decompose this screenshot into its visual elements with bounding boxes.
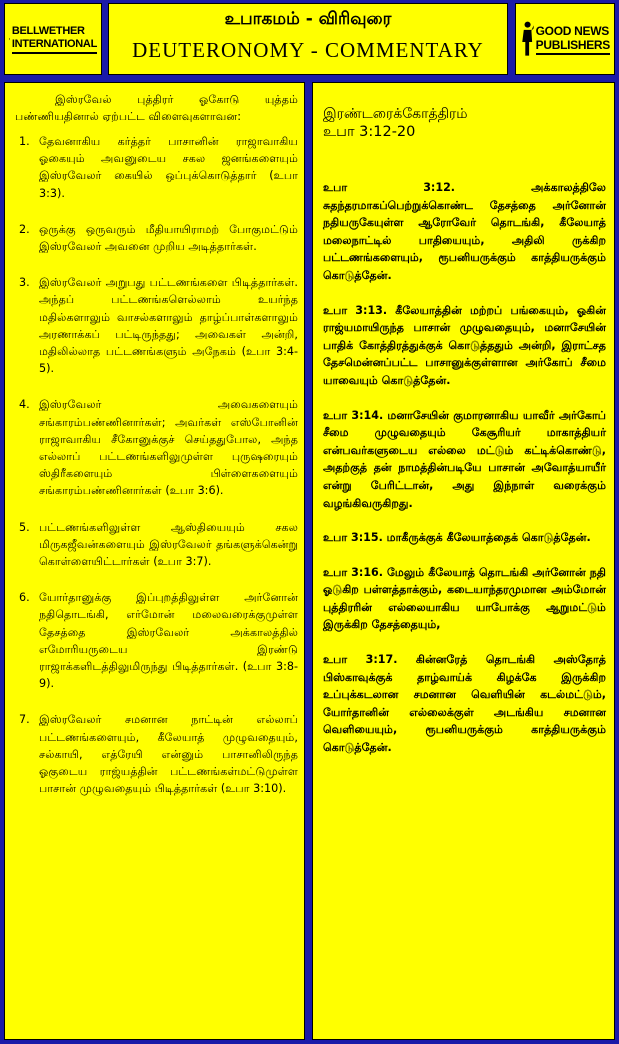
list-item (15, 274, 298, 377)
page-title-english: DEUTERONOMY - COMMENTARY (132, 38, 484, 62)
bellwether-logo-line2: INTERNATIONAL (11, 37, 97, 50)
bellwether-logo-line1: BELLWETHER (11, 24, 85, 37)
verse-paragraph: உபா 3:12. அக்காலத்திலே சுதந்தரமாகப்பெற்றுக்கொண்ட தேசத்தை அர்னோன் நதியருகேயுள்ள ஆரோவேர் தொடங்கி, கீலேயாத் மலைநாட்டில் பாதியையும், அதிலி ருக்கிற பட்டணங்களையும், ரூபனியருக்கும் காத்தியருக்கும் கொடுத்தேன். (323, 181, 606, 282)
title-banner (108, 3, 508, 75)
list-item-text: இஸ்ரவேலர் அறுபது பட்டணங்களை பிடித்தார்கள். அந்தப் பட்டணங்களெல்லாம் உயர்ந்த மதில்களாலும் வாசல்களாலும் தாழ்ப்பாள்களாலும் அரணாக்கப் பட்டிருந்தது; அவைகள் அன்றி, மதிலில்லாத பட்டணங்களும் அநேகம் (உபா 3:4-5). (39, 276, 298, 376)
good-news-logo-line2: PUBLISHERS (535, 37, 610, 52)
list-item (15, 519, 298, 571)
list-item-text: இஸ்ரவேலர் அவைகளையும் சங்காரம்பண்ணினார்கள்; அவர்கள் எஸ்போனின் ராஜாவாகிய சீகோனுக்குச் செய்ததுபோல, அந்த எல்லாப் பட்டணங்களிலுமுள்ள புருஷரையும் ஸ்திரீகளையும் பிள்ளைகளையும் சங்காரம்பண்ணினார்கள் (உபா 3:6). (39, 398, 298, 498)
list-item-text: யோர்தானுக்கு இப்புறத்திலுள்ள அர்னோன் நதிதொடங்கி, எர்மோன் மலைவரைக்குமுள்ள தேசத்தை இஸ்ரவேலர் அக்காலத்தில் எமோரியருடைய இரண்டு ராஜாக்களிடத்திலுமிருந்து பிடித்தார்கள். (உபா 3:8-9). (39, 591, 298, 691)
good-news-logo-text (536, 24, 610, 55)
bellwether-logo (4, 3, 102, 75)
page-title-tamil: உபாகமம் - விரிவுரை (224, 9, 392, 29)
list-item-text: பட்டணங்களிலுள்ள ஆஸ்தியையும் சகல மிருகஜீவன்களையும் இஸ்ரவேலர் தங்களுக்கென்று கொள்ளையிட்டார்கள் (உபா 3:7). (39, 520, 298, 569)
verse-paragraph: உபா 3:17. கின்னரேத் தொடங்கி அஸ்தோத் பிஸ்காவுக்குக் தாழ்வாய்க் கிழக்கே இருக்கிற உப்புக்கடலான சமனான வெளியின் கடல்மட்டும், யோர்தானின் எல்லைக்குள் அடங்கிய சமனான வெளியையும், ரூபனியருக்கும் காத்தியருக்கும் கொடுத்தேன். (323, 653, 606, 755)
list-item (15, 133, 298, 202)
list-item (15, 396, 298, 499)
points-list (15, 133, 298, 798)
list-item-text: ஒருக்கு ஒருவரும் மீதியாயிராமற் போகுமட்டும் இஸ்ரவேலர் அவனை முறிய அடித்தார்கள். (39, 222, 298, 254)
list-item (15, 711, 298, 797)
verse-paragraph: உபா 3:13. கீலேயாத்தின் மற்றப் பங்கையும், ஓகின் ராஜ்யமாயிருந்த பாசான் முழுவதையும், மனாசேயின் பாதிக் கோத்திரத்துக்குக் கொடுத்ததும் அன்றி, இராட்சத தேசமென்னப்பட்ட பாசானுக்குள்ளான அர்கோப் சீமை யாவையும் கொடுத்தேன். (323, 303, 606, 387)
intro-paragraph: இஸ்ரவேல் புத்திரர் ஓகோடு யுத்தம் பண்ணியதினால் ஏற்பட்ட விளைவுகளாவன: (15, 93, 298, 123)
list-item-number: 7. (19, 713, 30, 727)
bellwether-logo-text (12, 25, 97, 54)
bellwether-figure-icon (9, 15, 10, 63)
good-news-figure-icon (520, 15, 534, 63)
left-column (4, 82, 305, 1040)
verse-paragraph: உபா 3:14. மனாசேயின் குமாரனாகிய யாவீர் அர்கோப் சீமை முழுவதையும் கேசூரியர் மாகாத்தியர் என்பவர்களுடைய எல்லை மட்டும் கட்டிக்கொண்டு, அதற்குத் தன் நாமத்தின்படியே பாசான் அவோத்யாயீர் என்று பேரிட்டான், அது இந்நாள் வரைக்கும் வழங்கிவருகிறது. (323, 408, 606, 510)
list-item-number: 3. (19, 276, 30, 290)
list-item-number: 4. (19, 398, 30, 412)
verse-paragraph: உபா 3:16. மேலும் கீலேயாத் தொடங்கி அர்னோன் நதி ஓடுகிற பள்ளத்தாக்கும், கடையாந்தரமுமான அம்மோன் புத்திரரின் எல்லையாகிய யாபோக்கு ஆறுமட்டும் இருக்கிற தேசத்தையும், (323, 565, 606, 632)
section-reference: உபா 3:12-20 (323, 124, 416, 140)
list-item-number: 1. (19, 135, 30, 148)
good-news-logo-line1: GOOD NEWS (535, 23, 609, 38)
right-column (312, 82, 615, 1040)
section-heading: இரண்டரைக்கோத்திரம் (323, 106, 468, 122)
good-news-logo (515, 3, 615, 75)
list-item (15, 221, 298, 255)
list-item-number: 2. (19, 222, 30, 236)
list-item-number: 6. (19, 591, 30, 605)
list-item-number: 5. (19, 520, 30, 534)
list-item-text: இஸ்ரவேலர் சமனான நாட்டின் எல்லாப் பட்டணங்களையும், கீலேயாத் முழுவதையும், சல்காயி, எத்ரேயி என்னும் பாசானிலிருந்த ஓகுடைய ராஜ்யத்தின் பட்டணங்கள்மட்டுமுள்ள பாசான் முழுவதையும் பிடித்தார்கள் (உபா 3:10). (39, 713, 298, 796)
list-item (15, 589, 298, 692)
verse-paragraph: உபா 3:15. மாகீருக்குக் கீலேயாத்தைக் கொடுத்தேன். (323, 531, 591, 545)
list-item-text: தேவனாகிய கர்த்தர் பாசானின் ராஜாவாகிய ஓகையும் அவனுடைய சகல ஜனங்களையும் இஸ்ரவேலர் கையில் ஒப்புக்கொடுத்தார் (உபா 3:3). (39, 135, 298, 200)
